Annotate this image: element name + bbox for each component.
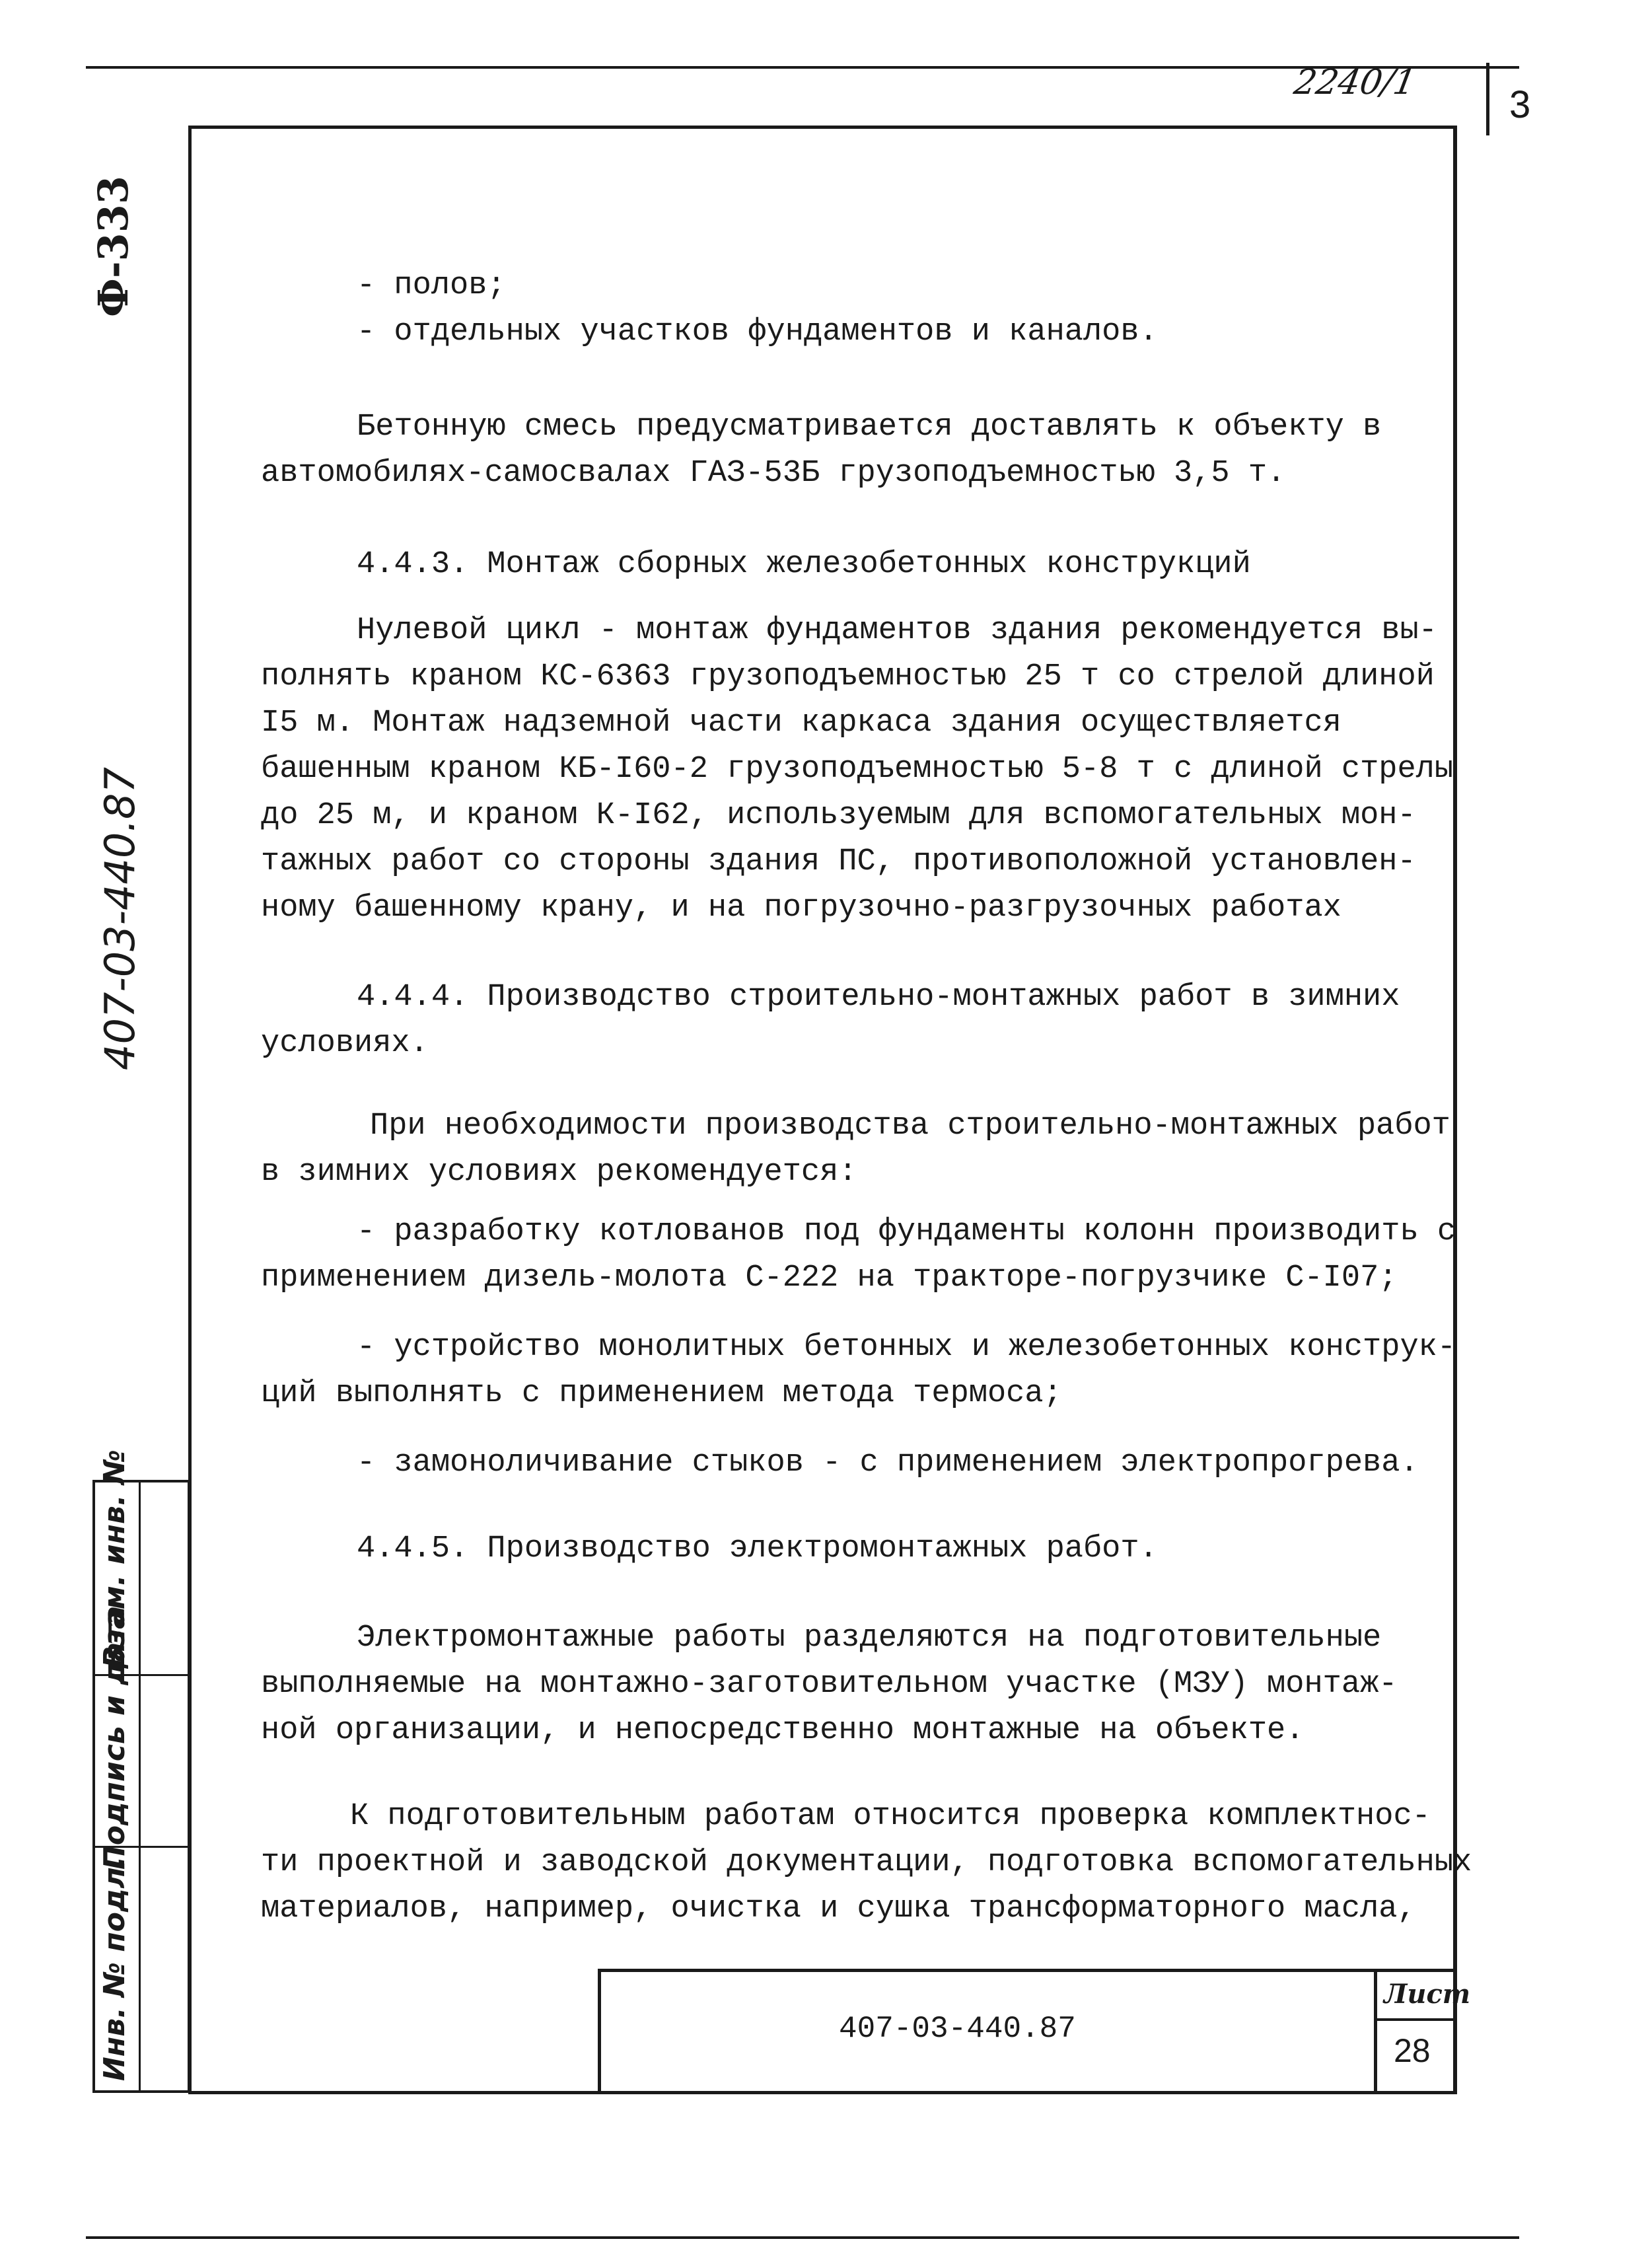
text-line: К подготовительным работам относится проверка комплектнос- (350, 1799, 1431, 1834)
text-line: Нулевой цикл - монтаж фундаментов здания рекомендуется вы- (357, 613, 1437, 648)
sheet-label: Лист (1384, 1979, 1471, 2010)
title-block (598, 1969, 1471, 2091)
text-line: При необходимости производства строительно-монтажных работ (370, 1109, 1450, 1144)
handwritten-sheet-number: 2240/1 (1291, 63, 1419, 102)
text-line: до 25 м, и краном К-I62, используемым для вспомогательных мон- (261, 798, 1416, 833)
stamp-cell-signature-date: Подпись и дата (98, 1605, 131, 1870)
corner-number: 3 (1509, 83, 1531, 126)
text-line: Бетонную смесь предусматривается доставлять к объекту в (357, 410, 1382, 445)
sheet-number: 28 (1394, 2032, 1431, 2069)
form-code: Ф-333 (89, 176, 137, 317)
text-line: тажных работ со стороны здания ПС, противоположной установлен- (261, 844, 1416, 879)
text-line: - замоноличивание стыков - с применением электропрогрева. (357, 1445, 1419, 1481)
doc-code-vertical: 407-03-440.87 (96, 767, 144, 1070)
text-line: в зимних условиях рекомендуется: (261, 1155, 857, 1190)
text-line: ному башенному крану, и на погрузочно-разгрузочных работах (261, 891, 1342, 926)
stamp-cell-replace-inv: Взам. инв. № (98, 1449, 131, 1668)
stamp-divider (139, 1482, 141, 2090)
text-line: I5 м. Монтаж надземной части каркаса здания осуществляется (261, 706, 1342, 741)
section-heading-4-4-5: 4.4.5. Производство электромонтажных работ. (357, 1531, 1158, 1566)
section-heading-4-4-3: 4.4.3. Монтаж сборных железобетонных конструкций (357, 547, 1251, 582)
text-line: башенным краном КБ-I60-2 грузоподъемностью 5-8 т с длиной стрелы (261, 752, 1454, 787)
text-line: ций выполнять с применением метода термоса; (261, 1376, 1062, 1411)
text-line: применением дизель-молота С-222 на тракторе-погрузчике С-I07; (261, 1261, 1398, 1296)
text-line: - отдельных участков фундаментов и каналов. (357, 314, 1158, 349)
text-line: ти проектной и заводской документации, подготовка вспомогательных (261, 1845, 1472, 1880)
text-line: - разработку котлованов под фундаменты колонн производить с (357, 1214, 1456, 1249)
text-line: Электромонтажные работы разделяются на подготовительные (357, 1621, 1382, 1656)
stamp-cell-inv-number: Инв. № подл. (98, 1856, 131, 2081)
text-line: материалов, например, очистка и сушка трансформаторного масла, (261, 1891, 1416, 1926)
text-line: полнять краном КС-6363 грузоподъемностью 25 т со стрелой длиной (261, 659, 1435, 694)
text-line: условиях. (261, 1026, 429, 1061)
bottom-outer-rule (86, 2236, 1519, 2239)
text-line: - устройство монолитных бетонных и железобетонных конструк- (357, 1330, 1456, 1365)
text-line: - полов; (357, 268, 506, 303)
section-heading-4-4-4: 4.4.4. Производство строительно-монтажных работ в зимних (357, 980, 1400, 1015)
title-block-doc-code: 407-03-440.87 (839, 2012, 1076, 2046)
text-line: автомобилях-самосвалах ГАЗ-53Б грузоподъемностью 3,5 т. (261, 456, 1286, 491)
corner-box-left (1486, 63, 1489, 135)
text-line: ной организации, и непосредственно монтажные на объекте. (261, 1713, 1305, 1748)
title-block-sheet-divider (1374, 2018, 1453, 2021)
title-block-divider (1374, 1972, 1377, 2091)
text-line: выполняемые на монтажно-заготовительном участке (МЗУ) монтаж- (261, 1667, 1398, 1702)
